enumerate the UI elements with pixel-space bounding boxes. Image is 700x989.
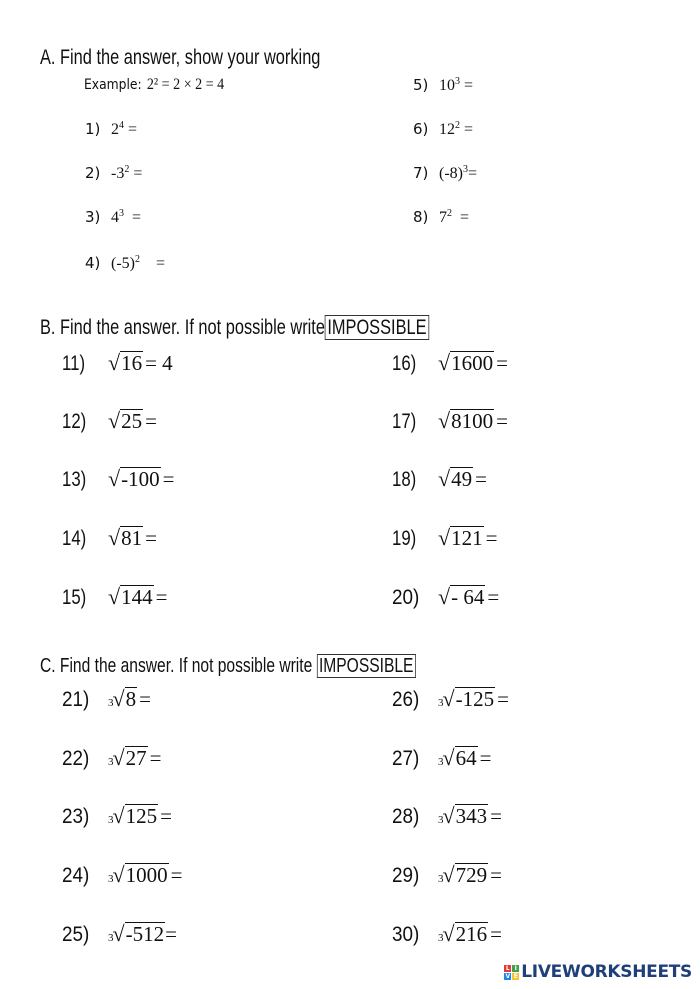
problem-12 [62,408,157,434]
cube-root-expression: 3 √ 64 = [438,745,492,770]
problem-number: 11) [62,352,86,375]
radical-sign-icon: √ [438,584,451,609]
problem-number: 6) [413,120,429,138]
radical-sign-icon: √ [112,686,125,711]
impossible-box: IMPOSSIBLE [325,315,429,340]
expression: $7^2$ = [439,208,470,226]
problem-number: 22) [62,747,90,770]
problem-number: 8) [413,208,429,226]
square-root-expression: √ 144 = [108,584,168,609]
problem-14 [62,525,157,551]
liveworksheets-logo [504,962,692,982]
section-b-heading [40,316,429,340]
square-root-expression: √ 1600 = [438,350,508,375]
problem-number: 15) [62,586,87,609]
cube-root-expression: 3 √ 125 = [108,803,172,828]
impossible-box: IMPOSSIBLE [317,654,416,678]
problem-number: 28) [392,805,420,828]
problem-number: 27) [392,747,420,770]
problem-number: 5) [413,76,429,94]
radical-sign-icon: √ [112,745,125,770]
cube-root-expression: 3 √ 216 = [438,921,502,946]
cube-root-expression: 3 √ -125 = [438,686,509,711]
square-root-expression: √ 16 = 4 [108,350,173,375]
section-c-heading-text: C. Find the answer. If not possible write [40,655,313,677]
problem-13 [62,466,174,492]
logo-text: LIVEWORKSHEETS [521,962,692,982]
problem-22 [62,745,161,771]
cube-root-expression: 3 √ 343 = [438,803,502,828]
problem-3 [85,208,141,227]
radical-sign-icon: √ [108,408,121,433]
square-root-expression: √ 49 = [438,466,487,491]
radical-sign-icon: √ [438,466,451,491]
expression: $2^4$ = [111,120,138,138]
radical-sign-icon: √ [112,862,125,887]
problem-1 [85,120,141,139]
problem-number: 1) [85,120,101,138]
logo-blocks-icon: L I V E [505,964,518,980]
problem-number: 2) [85,164,101,182]
problem-number: 20) [392,586,420,609]
square-root-expression: √ - 64 = [438,584,500,609]
square-root-expression: √ 8100 = [438,408,508,433]
problem-29 [392,862,502,888]
problem-4 [85,254,165,273]
problem-28 [392,803,502,829]
problem-number: 18) [392,468,417,491]
expression: $4^3$ = [111,208,142,226]
radical-sign-icon: √ [108,466,121,491]
square-root-expression: √ 81 = [108,525,157,550]
problem-number: 25) [62,923,90,946]
problem-19 [392,525,497,551]
problem-number: 16) [392,352,417,375]
problem-number: 4) [85,254,101,272]
problem-8 [413,208,469,227]
problem-11 [62,350,173,376]
expression: $10^3$ = [439,76,474,94]
problem-15 [62,584,167,610]
problem-18 [392,466,487,492]
problem-5 [413,76,473,95]
problem-17 [392,408,508,434]
problem-number: 26) [392,688,420,711]
square-root-expression: √ 121 = [438,525,498,550]
problem-7 [413,164,477,183]
section-a-heading-text: A. Find the answer, show your working [40,46,321,69]
radical-sign-icon: √ [442,745,455,770]
example-math: 2² = 2 × 2 = 4 [146,76,225,93]
problem-2 [85,164,142,183]
problem-number: 21) [62,688,90,711]
problem-number: 12) [62,410,87,433]
problem-20 [392,584,499,610]
radical-sign-icon: √ [438,408,451,433]
problem-16 [392,350,508,376]
problem-25 [62,921,177,947]
problem-number: 29) [392,864,420,887]
problem-21 [62,686,151,712]
problem-number: 13) [62,468,87,491]
cube-root-expression: 3 √ 729 = [438,862,502,887]
radical-sign-icon: √ [108,584,121,609]
problem-number: 3) [85,208,101,226]
problem-number: 19) [392,527,417,550]
problem-number: 23) [62,805,90,828]
radical-sign-icon: √ [442,862,455,887]
problem-24 [62,862,182,888]
section-a-heading [40,46,320,70]
example-label: Example: [84,77,142,93]
expression: $(-8)^3=$ [439,164,478,182]
radical-sign-icon: √ [112,921,125,946]
expression: $(-5)^2$ = [111,254,166,272]
problem-26 [392,686,509,712]
radical-sign-icon: √ [438,525,451,550]
section-b-heading-text: B. Find the answer. If not possible write [40,316,325,339]
problem-23 [62,803,172,829]
radical-sign-icon: √ [108,525,121,550]
radical-sign-icon: √ [108,350,121,375]
expression: $-3^2$ = [111,164,143,182]
square-root-expression: √ -100 = [108,466,175,491]
radical-sign-icon: √ [442,803,455,828]
problem-number: 14) [62,527,87,550]
cube-root-expression: 3 √ 1000 = [108,862,183,887]
problem-number: 30) [392,923,420,946]
section-c-heading [40,655,416,678]
example-line [84,76,224,94]
problem-6 [413,120,473,139]
cube-root-expression: 3 √ 8 = [108,686,151,711]
problem-27 [392,745,491,771]
radical-sign-icon: √ [112,803,125,828]
cube-root-expression: 3 √ -512 = [108,921,177,946]
cube-root-expression: 3 √ 27 = [108,745,162,770]
radical-sign-icon: √ [442,686,455,711]
problem-number: 24) [62,864,90,887]
radical-sign-icon: √ [438,350,451,375]
problem-number: 17) [392,410,417,433]
expression: $12^2$ = [439,120,474,138]
square-root-expression: √ 25 = [108,408,157,433]
problem-number: 7) [413,164,429,182]
problem-30 [392,921,502,947]
radical-sign-icon: √ [442,921,455,946]
